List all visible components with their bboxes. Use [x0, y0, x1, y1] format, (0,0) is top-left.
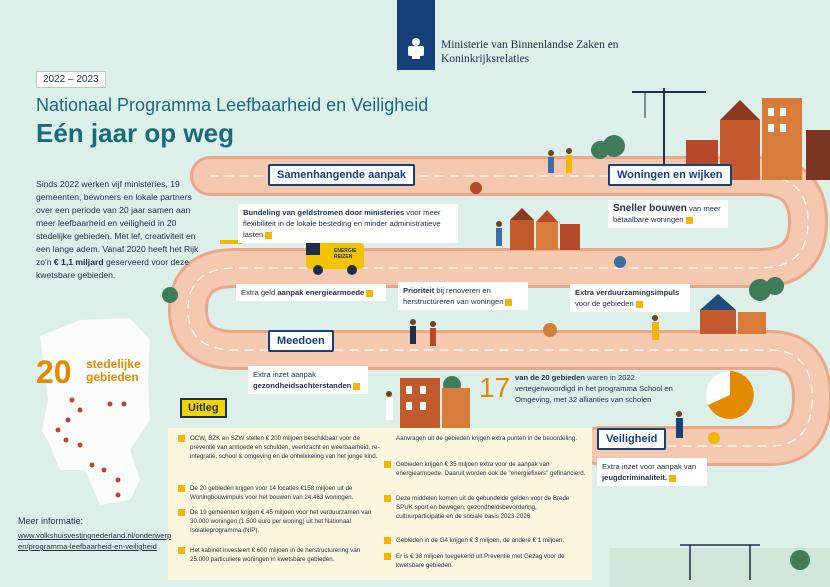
stedelijk-label	[86, 358, 141, 384]
van-label: ENERGIE REIZEN	[334, 248, 357, 260]
uitleg-item-text: OCW, BZK en SZW stellen € 200 miljoen beschikbaar voor de preventie van armoede en schulden, veerkracht en weerbaarheid, re-integratie, school & omgeving en de ontwikkeling van het jonge kind.	[190, 435, 380, 460]
stat-17-number: 17	[479, 372, 511, 403]
ref-tag	[178, 435, 185, 442]
card-energiearmoede	[236, 284, 386, 301]
intro-paragraph-end: geserveerd voor deze kwetsbare gebieden.	[36, 257, 190, 280]
ref-tag	[265, 232, 272, 239]
ministry-name-line1: Ministerie van Binnenlandse Zaken en	[441, 39, 619, 51]
uitleg-item-text: Gebieden krijgen € 35 miljoen extra voor de aanpak van energiearmoede. Daaruit worden ook de "energiefixers" gefinancierd.	[396, 461, 586, 477]
card-gezondheid	[248, 366, 368, 394]
uitleg-sign: Uitleg	[180, 398, 227, 418]
card-bundeling	[238, 204, 458, 243]
stat-17-bold: van de 20 gebieden	[515, 373, 586, 382]
stedelijk-label-line2: gebieden	[86, 370, 139, 384]
stedelijk-label-line1: stedelijke	[86, 357, 141, 371]
card-gezondheid-pre: Extra inzet aanpak	[253, 370, 316, 379]
card-prioriteit-text: bij renoveren en herstructureren van woningen	[403, 286, 504, 306]
card-gezondheid-bold: gezondheidsachterstanden	[253, 381, 352, 390]
card-verduurzaming	[570, 284, 690, 312]
card-sneller-bouwen	[608, 200, 728, 228]
uitleg-item-left-2	[190, 484, 380, 502]
uitleg-item-text: Er is € 38 miljoen toegekend uit Preventie met Gezag voor de kwetsbare gebieden.	[396, 553, 565, 569]
ref-tag	[686, 217, 693, 224]
uitleg-item-left-4	[190, 546, 380, 564]
uitleg-item-right-5	[396, 552, 586, 570]
ref-tag	[178, 547, 185, 554]
page-title: Nationaal Programma Leefbaarheid en Veiligheid	[36, 95, 429, 115]
card-bundeling-bold: Bundeling van geldstromen door ministeries	[243, 208, 405, 217]
section-meedoen: Meedoen	[268, 330, 334, 352]
section-samenhangende-aanpak: Samenhangende aanpak	[268, 164, 415, 186]
card-prioriteit	[398, 282, 528, 310]
playground	[610, 545, 830, 587]
ministry-name-line2: Koninkrijksrelaties	[441, 53, 530, 65]
ref-tag	[384, 553, 391, 560]
ref-tag	[178, 509, 185, 516]
ref-tag	[505, 299, 512, 306]
intro-paragraph: Sinds 2022 werken vijf ministeries, 19 gemeenten, bewoners en lokale partners over een periode van 20 jaar samen aan meer leefbaarheid en veiligheid in 20 stedelijke gebieden. Met lef, creativiteit en een lange adem. Vanaf 2020 heeft het Rijk zo'n	[36, 179, 199, 267]
card-bundeling-text: voor meer flexibiliteit in de lokale besteding en minder administratieve lasten	[243, 208, 441, 239]
card-jeugd-pre: Extra inzet voor aanpak van	[602, 462, 697, 471]
ref-tag	[366, 290, 373, 297]
uitleg-item-right-4	[396, 536, 586, 545]
uitleg-item-text: Aanvragen uit de gebieden krijgen extra punten in de beoordeling.	[396, 435, 577, 442]
crest-icon	[402, 34, 430, 62]
stat-17-rest: waren in 2022 vertegenwoordigd in het programma School en Omgeving, met 32 allianties van scholen	[515, 373, 673, 404]
meer-info-label: Meer informatie:	[18, 516, 84, 526]
uitleg-item-left-3	[190, 508, 380, 535]
ref-tag	[384, 537, 391, 544]
uitleg-item-text: Deze middelen komen uit de gebundelde gelden voor de Brede SPUK sport en bewegen, gezondheidsbevordering, cultuurparticipatie en de sociale basis 2023-2026.	[396, 495, 570, 520]
card-energie-bold: aanpak energiearmoede	[277, 288, 365, 297]
intro-amount: € 1,1 miljard	[53, 257, 104, 267]
page-subtitle: Eén jaar op weg	[36, 118, 234, 148]
stedelijk-number: 20	[36, 354, 72, 390]
card-jeugdcriminaliteit	[597, 458, 707, 486]
uitleg-item-left-1	[190, 434, 380, 461]
uitleg-item-text: Gebieden in de G4 krijgen € 3 miljoen, de andere € 1 miljoen.	[396, 537, 565, 544]
ref-tag	[384, 461, 391, 468]
section-veiligheid: Veiligheid	[597, 428, 666, 450]
ministry-name	[441, 38, 619, 66]
ref-tag	[353, 383, 360, 390]
ref-tag	[178, 485, 185, 492]
meer-info-link[interactable]: www.volkshuisvestingnederland.nl/onderwerpen/programma-leefbaarheid-en-veiligheid	[18, 531, 172, 551]
ref-tag	[669, 475, 676, 482]
uitleg-item-text: De 20 gebieden krijgen voor 14 locaties €158 miljoen uit de Woningbouwimpuls voor het bouwen van 24.463 woningen.	[190, 485, 354, 501]
card-prioriteit-bold: Prioriteit	[403, 286, 435, 295]
section-woningen-en-wijken: Woningen en wijken	[608, 164, 732, 186]
card-energie-pre: Extra geld	[241, 288, 278, 297]
card-verduurzaming-text: voor de gebieden	[575, 299, 634, 308]
card-sneller-text: van meer betaalbare woningen	[613, 204, 721, 224]
ref-tag	[384, 495, 391, 502]
uitleg-item-text: Het kabinet investeert € 600 miljoen in de herstructurering van 25.000 particuliere woningen in kwetsbare gebieden.	[190, 547, 361, 563]
card-jeugd-bold: jeugdcriminaliteit.	[602, 473, 667, 482]
ref-tag	[636, 301, 643, 308]
uitleg-item-right-2	[396, 460, 586, 478]
stat-17-text	[515, 372, 691, 405]
uitleg-item-text: De 19 gemeenten krijgen € 45 miljoen voor het verduurzamen van 30.000 woningen (1.500 euro per woning) uit het Nationaal Isolatieprogramma (NIP).	[190, 509, 372, 534]
year-badge: 2022 – 2023	[36, 71, 106, 88]
card-verduurzaming-bold: Extra verduurzamingsimpuls	[575, 288, 680, 297]
intro-text	[36, 178, 208, 282]
uitleg-item-right-1	[396, 434, 586, 443]
uitleg-panel	[168, 428, 592, 580]
stat-pie	[706, 371, 754, 419]
card-sneller-bold: Sneller bouwen	[613, 203, 687, 214]
uitleg-item-right-3	[396, 494, 586, 521]
